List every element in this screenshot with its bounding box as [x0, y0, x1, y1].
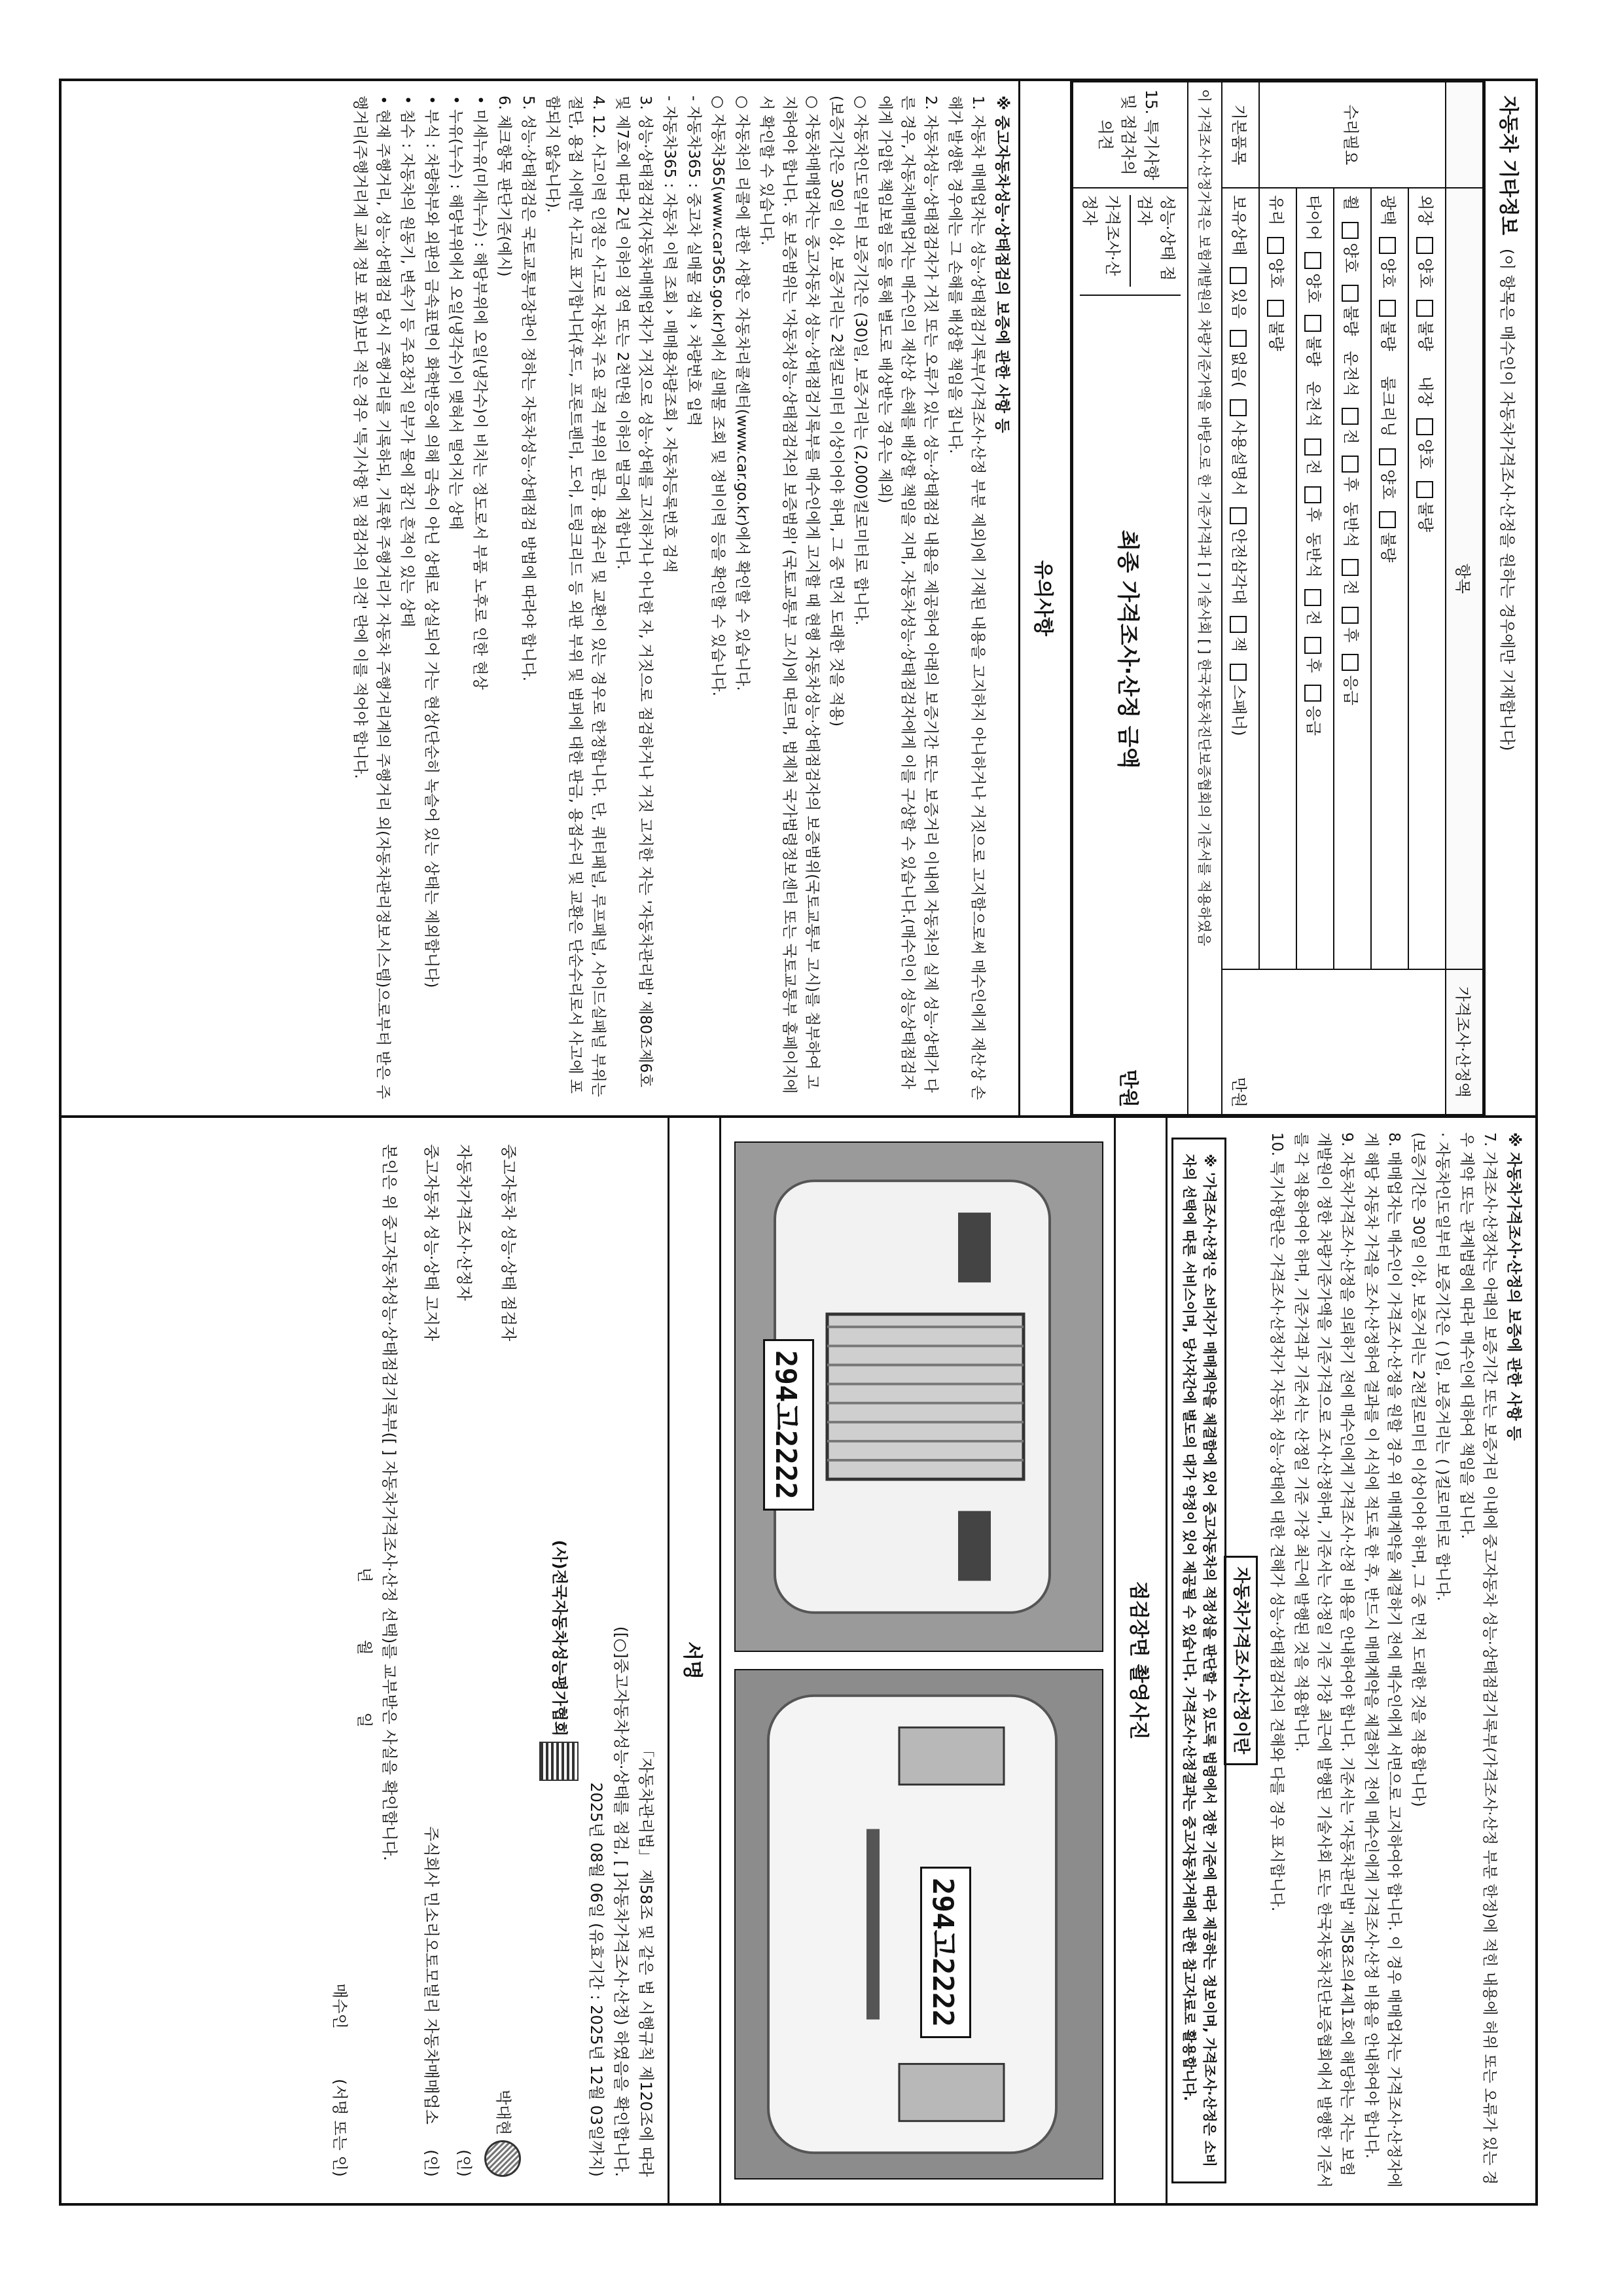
date-blank: 년 월 일	[355, 1567, 374, 1754]
checkbox[interactable]	[1342, 456, 1359, 473]
item-header: 항목	[1446, 188, 1483, 969]
note-item: - 자동차365 : 중고차 실매물 검색 › 차량번호 입력	[685, 96, 702, 427]
seal-stamp-icon	[484, 2140, 521, 2177]
photos-title: 점검장면 촬영사진	[1114, 1118, 1168, 2203]
note-item: 4. 12. 사고이력 인정은 사고로 자동차 주요 골격 부위의 판금, 용접수리 및 교환이 있는 경우로 한정합니다. 단, 쿼터패널, 루프패널, 사이드실패널 부위는 절단, 용접 시에만 사고로 표기합니다(후드, 프론트펜더, 도어, 트렁크리드 등 외판 부위 및 범퍼에 대한 판금, 용접수리 및 교환은 단순수리로서 사고에 포함되지 않습니다).	[544, 96, 607, 1097]
checkbox[interactable]	[1304, 486, 1321, 503]
sign-title: 서명	[668, 1118, 721, 2203]
checkbox[interactable]	[1416, 481, 1433, 498]
special-remarks-cell	[1073, 188, 1188, 1115]
buyer-label: 매수인	[330, 1983, 349, 2029]
checkbox[interactable]	[1379, 300, 1396, 317]
note-item: 5. 성능·상태점검은 국토교통부장관이 정하는 자동차성능·상태점검 방법에 따라야 합니다.	[520, 96, 537, 681]
checkbox[interactable]	[1304, 252, 1321, 269]
perf-checker-row	[480, 1118, 525, 2203]
photos-row	[734, 1118, 1114, 2203]
checkbox[interactable]	[1342, 408, 1359, 425]
checkbox[interactable]	[1416, 418, 1433, 435]
row-wheel: 휠 양호 불량 운전석 전 후 동반석 전 후 응급	[1334, 188, 1371, 969]
note-item: 1. 자동차 매매업자는 성능·상태점검기록부(가격조사·산정 부분 제외)에 기재된 내용을 고지하지 아니하거나 거짓으로 고지함으로써 매수인에게 재산상 손해가 발생한 경우에는 그 손해를 배상할 책임을 집니다.	[946, 96, 986, 1100]
checkbox[interactable]	[1230, 507, 1247, 524]
right-column	[62, 1118, 1535, 2203]
price-unit: 만원	[1222, 969, 1446, 1115]
car-rear-photo	[734, 1669, 1103, 2179]
row-glass: 유리 양호 불량	[1259, 188, 1296, 969]
confirm-block	[314, 1118, 415, 2203]
row-tire: 타이어 양호 불량 운전석 전 후 동반석 전 후 응급	[1296, 188, 1334, 969]
notes-body	[342, 81, 1018, 1115]
note-item: (보증기간은 30일 이상, 보증거리는 2천킬로미터 이상이어야 하며, 그 중 먼저 도래한 것을 적용)	[828, 96, 845, 727]
other-info-header	[1484, 81, 1535, 1115]
note-item: 6. 체크항목 판단기준(예시)	[495, 96, 512, 277]
license-plate: 294고2222	[920, 1867, 971, 2038]
note-item: • 누유(누수) : 해당부위에서 오일(냉각수)이 맺혀서 떨어지는 상태	[447, 96, 464, 530]
row-exterior: 외장 양호 불량 내장 양호 불량	[1408, 188, 1446, 969]
perf-checker-label: 중고자동차 성능·상태 점검자	[499, 1144, 518, 1342]
row-gloss: 광택 양호 불량 룸크리닝 양호 불량	[1371, 188, 1408, 969]
other-info-note: (이 항목은 매수인이 자동차가격조사·산정을 원하는 경우에만 기재합니다)	[1498, 248, 1516, 751]
sign-block	[525, 1118, 668, 2203]
row-basic-items: 보유상태 있음 없음( 사용설명서 안전삼각대 잭 스패너)	[1222, 188, 1259, 969]
note-item: ○ 자동차인도일부터 보증기간은 (30)일, 보증거리는 (2,000)킬로미터로 합니다.	[852, 96, 869, 626]
note-item: • 현재 주행거리, 성능·상태점검 당시 주행거리를 기록하되, 기록한 주행거리가 자동차 주행거리계의 주행거리 외(자동차관리정보시스템)으로부터 받은 주행거리(주행거리계 교체 정보 포함)보다 적은 경우 '특기사항 및 점검자의 의견' 란에 이를 적어야 합니다.	[351, 96, 391, 1100]
car-rear-image	[736, 1670, 1102, 2178]
notifier-name: 주식회사 민소리오토모빌리 자동차매매업소	[422, 1826, 440, 2125]
note-item: ○ 자동차365(www.car365.go.kr)에서 실매물 조회 및 정비이력 등을 확인할 수 있습니다.	[709, 96, 726, 696]
checkbox[interactable]	[1416, 237, 1433, 254]
checkbox[interactable]	[1230, 664, 1247, 681]
notifier-label: 중고자동차 성능·상태 고지자	[422, 1144, 440, 1342]
note-item: · 자동차인도일부터 보증기간은 ( )일, 보증거리는 ( )킬로미터로 합니다.	[1434, 1132, 1451, 1602]
confirm-text: 본인은 위 중고자동차성능·상태점검기록부([ ] 자동차가격조사·산정 선택)를 교부받은 사실을 확인합니다.	[380, 1144, 399, 1861]
note-item: 7. 가격조사·산정자는 아래의 보증기간 또는 보증거리 이내에 중고자동차 성능·상태점검기록부(가격조사·산정 부분 한정)에 적힌 내용에 허위 또는 오류가 있는 경우 계약 또는 관계법령에 따라 매수인에 대하여 책임을 집니다.	[1458, 1132, 1498, 2185]
other-info-title: 자동차 기타정보	[1497, 96, 1520, 236]
note-item: 9. 자동차가격조사·산정을 의뢰하기 전에 매수인에게 가격조사·산정 비용을 안내하여야 합니다. 기준서는 '자동차관리법' 제58조의4제1호에 해당하는 자는 보험개발원이 정한 차량기준가액을 기준가격으로 조사·산정하며, 기준서는 산정일 기준 가장 최근에 발행된 기술사회 또는 한국자동차진단보증협회에서 발행한 기준서를 각 적용하여야 하며, 기준가격과 기준서는 산정일 기준 가장 최근에 발행된 것을 적용합니다.	[1293, 1132, 1355, 2188]
standard-note: 이 가격조사·산정가격은 보험개발원의 차량기준가액을 바탕으로 한 기준가격과 [ ] 기술사회 [ ] 한국자동차진단보증협회의 기준서를 적용하였음	[1188, 82, 1222, 1115]
notifier-row	[415, 1118, 448, 2203]
checkbox[interactable]	[1304, 637, 1321, 654]
note-item: • 부식 : 차량하부와 외판의 금속표면이 화학반응에 의해 금속이 아닌 상태로 상실되어 가는 현상(단순히 녹슬어 있는 상태는 제외합니다)	[423, 96, 440, 988]
other-info-table	[1072, 81, 1484, 1115]
checkbox[interactable]	[1379, 237, 1396, 254]
document-frame	[59, 79, 1538, 2206]
checkbox[interactable]	[1342, 222, 1359, 239]
basic-items-label: 기본품목	[1222, 82, 1259, 188]
checkbox[interactable]	[1230, 616, 1247, 633]
checkbox[interactable]	[1267, 300, 1284, 317]
qr-code-icon	[539, 1742, 579, 1781]
price-checker-seal: (인)	[455, 2149, 473, 2177]
final-price-title: 최종 가격조사·산정 금액	[1115, 529, 1141, 769]
checkbox[interactable]	[1304, 439, 1321, 456]
blank-header	[1446, 82, 1483, 188]
perf-checker-label: 성능·상태 점검자	[1135, 195, 1177, 281]
notes-title: 유의사항	[1018, 81, 1072, 1115]
left-column	[62, 81, 1535, 1115]
note-item: 2. 자동차성능·상태점검자가 거짓 또는 오류가 있는 성능·상태점검 내용을 제공하여 아래의 보증기간 또는 보증거리 이내에 자동차의 실제 성능·상태가 다른 경우, 자동차매매업자는 매수인의 재산상 손해를 배상할 책임을 지며, 자동차성능·상태점검자에게 이를 구상할 수 있습니다.(매수인이 성능상태점검자에게 가입한 책임보험 등을 통해 별도로 배상받는 경우는 제외)	[876, 96, 939, 1093]
notifier-seal: (인)	[422, 2149, 440, 2177]
checkbox[interactable]	[1230, 330, 1247, 347]
price-checker-label: 자동차가격조사·산정자	[455, 1144, 473, 1301]
checkbox[interactable]	[1342, 285, 1359, 302]
price-notes	[1258, 1118, 1535, 2203]
license-plate: 294고2222	[763, 1339, 814, 1511]
sign-law: 「자동차관리법」 제58조 및 같은 법 시행규칙 제120조에 따라	[637, 1742, 655, 2177]
checkbox[interactable]	[1379, 511, 1396, 528]
note-item: ○ 자동차의 리콜에 관한 사항은 자동차리콜센터(www.car.go.kr)에서 확인할 수 있습니다.	[734, 96, 751, 691]
price-header: 가격조사·산정액	[1446, 969, 1483, 1115]
price-box-note: ※ '가격조사·산정'은 소비자가 매매계약을 체결함에 있어 중고자동차의 적정성을 판단할 수 있도록 법령에서 정한 기준에 따라 제공하는 정보이며, 가격조사·산정은 소비자의 선택에 따른 서비스이며, 당사자간에 별도의 대가 약정이 있어 제공될 수 있습니다. 가격조사·산정결과는 중고자동차거래에 관한 참고자료로 활용합니다.	[1171, 1138, 1226, 2183]
checkbox[interactable]	[1230, 399, 1247, 416]
checkbox[interactable]	[1304, 685, 1321, 702]
checkbox[interactable]	[1379, 448, 1396, 465]
note-item: 3. 성능·상태점검자(자동차매매업자가 거짓으로 성능·상태를 고지하거나 아니한 자, 거짓으로 점검하거나 거짓 고지한 자는 '자동차관리법' 제80조제6호 및 제7호에 따라 2년 이하의 징역 또는 2천만원 이하의 벌금에 처합니다.	[614, 96, 654, 1088]
price-notes-head: ※ 자동차가격조사·산정의 보증에 관한 사항 등	[1505, 1132, 1522, 1441]
checkbox[interactable]	[1416, 300, 1433, 317]
note-item: ○ 자동차매매업자는 중고자동차 성능·상태점검기록부를 매수인에게 고지할 때 현행 자동차성능·상태점검자의 보증범위(국토교통부 고시)를 첨부하여 고지하여야 합니다. 동 보증범위는 '자동차성능·상태점검자의 보증범위' (국토교통부 고시)에 따르며, 법제처 국가법령정보센터 또는 국토교통부 홈페이지에서 확인할 수 있습니다.	[758, 96, 821, 1094]
note-item: • 미세누유(미세누수) : 해당부위에 오일(냉각수)이 비치는 정도로서 부품 노후로 인한 현상	[471, 96, 488, 690]
perf-checker-name: 박대현	[494, 2089, 512, 2136]
note-item: (보증기간은 30일 이상, 보증거리는 2천킬로미터 이상이어야 하며, 그 중 먼저 도래한 것을 적용합니다)	[1410, 1132, 1427, 1807]
repair-label: 수리필요	[1259, 82, 1446, 188]
price-box-title: 자동차가격조사·산정이란	[1224, 1556, 1258, 1765]
note-item: • 침수 : 자동차의 원동기, 변속기 등 주요장치 일부가 물에 잠긴 흔적이 있는 상태	[399, 96, 416, 628]
note-item: - 자동차365 : 자동차 이력 조회 › 매매용차량조회 › 자동차등록번호 검색	[661, 96, 678, 573]
price-checker-row	[448, 1118, 480, 2203]
checkbox[interactable]	[1267, 237, 1284, 254]
checkbox[interactable]	[1342, 559, 1359, 576]
price-checker-label: 가격조사·산정자	[1080, 195, 1131, 287]
note-item: 10. 특기사항란은 가격조사·산정자가 자동차 성능·상태에 대한 견해가 성능·상태점검자의 견해와 다를 경우 표시합니다.	[1268, 1132, 1285, 1912]
notes-head: ※ 중고자동차성능·상태점검의 보증에 관한 사항 등	[993, 96, 1010, 433]
sign-date: 2025년 08월 06일 (유효기간 : 2025년 12월 03일까지)	[587, 1782, 605, 2177]
final-price-unit: 만원	[1116, 1069, 1139, 1107]
special-remarks-label: 15. 특기사항 및 점검자의 의견	[1073, 82, 1188, 188]
car-front-photo	[734, 1141, 1103, 1652]
checkbox[interactable]	[1304, 315, 1321, 332]
checkbox[interactable]	[1230, 267, 1247, 284]
checkbox[interactable]	[1304, 589, 1321, 606]
checkbox[interactable]	[1342, 654, 1359, 671]
sign-check: ([○]중고자동차성능·상태를 점검, [ ]자동차가격조사·산정) 하였음을 확인합니다.	[612, 1626, 630, 2177]
checkbox[interactable]	[1342, 607, 1359, 624]
association-name: (사)전국자동차성능평가협회	[550, 1539, 569, 1736]
note-item: 8. 매매업자는 매수인이 가격조사·산정을 원할 경우 위 매매계약을 체결하기 전에 매수인에게 서면으로 고지하여야 합니다. 이 경우 매매업자는 가격조사·산정자에게 해당 자동차 가격을 조사·산정하여 결과를 이 서식에 적도록 한 후, 반드시 매매계약을 체결하기 전에 매수인에게 가격조사·산정 비용을 안내하여야 합니다.	[1363, 1132, 1402, 2188]
buyer-signature[interactable]: (서명 또는 인)	[330, 2079, 349, 2177]
